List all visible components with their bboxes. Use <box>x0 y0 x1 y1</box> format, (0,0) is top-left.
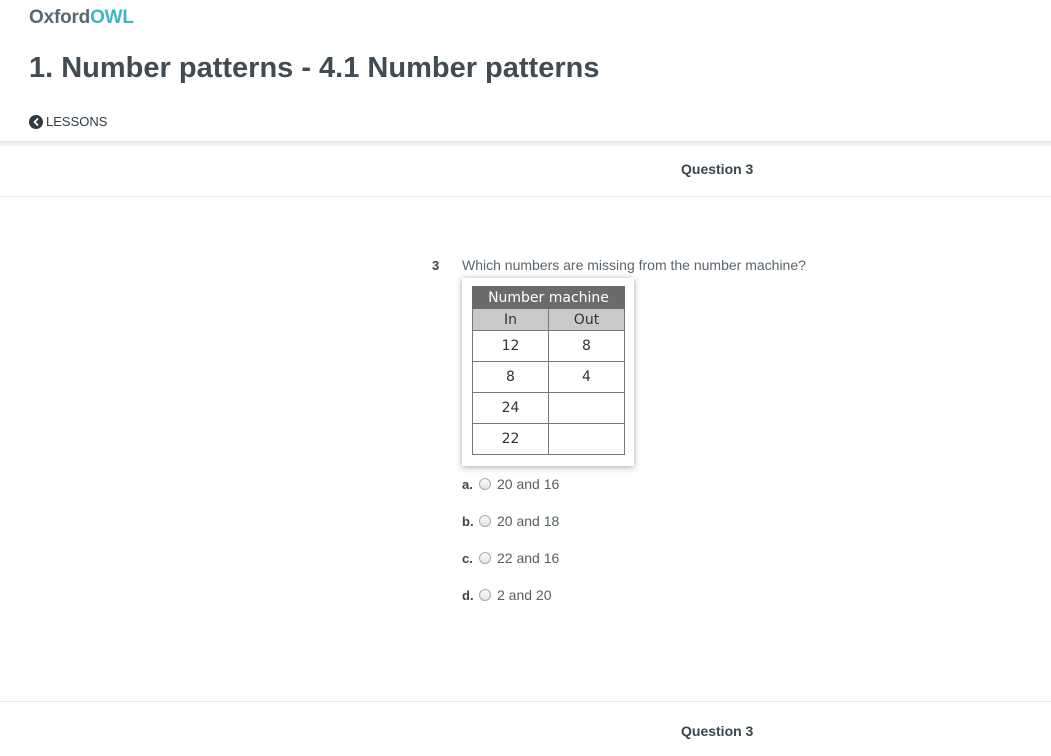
logo-owl-text: OWL <box>90 7 134 28</box>
answer-text: 20 and 16 <box>497 476 560 492</box>
answer-radio[interactable] <box>479 515 491 527</box>
question-bar-bottom <box>0 701 1051 756</box>
question-bar-label: Question 3 <box>681 161 754 177</box>
logo-oxford-text: Oxford <box>29 7 91 28</box>
table-cell-in: 8 <box>473 362 549 393</box>
oxford-owl-logo[interactable] <box>29 7 134 29</box>
number-machine-image <box>462 278 634 466</box>
answer-option-b[interactable] <box>462 512 559 530</box>
table-cell-out <box>549 393 625 424</box>
number-machine-caption: Number machine <box>473 287 625 309</box>
answer-letter: a. <box>462 476 473 492</box>
chevron-left-circle-icon <box>29 115 43 129</box>
table-row <box>473 331 625 362</box>
answer-text: 20 and 18 <box>497 513 560 529</box>
answer-radio[interactable] <box>479 478 491 490</box>
question-bar-label: Question 3 <box>681 723 754 739</box>
answer-letter: c. <box>462 550 473 566</box>
column-header-in: In <box>473 309 549 331</box>
header-divider <box>0 141 1051 146</box>
table-cell-in: 24 <box>473 393 549 424</box>
answer-option-d[interactable] <box>462 586 552 604</box>
number-machine-table <box>472 286 625 455</box>
table-row <box>473 362 625 393</box>
answer-radio[interactable] <box>479 589 491 601</box>
lessons-back-label: LESSONS <box>46 114 108 129</box>
answer-option-c[interactable] <box>462 549 559 567</box>
table-cell-out: 8 <box>549 331 625 362</box>
table-cell-out: 4 <box>549 362 625 393</box>
page-title: 1. Number patterns - 4.1 Number patterns <box>29 52 600 84</box>
table-row <box>473 393 625 424</box>
answer-radio[interactable] <box>479 552 491 564</box>
lessons-back-link[interactable] <box>29 114 107 129</box>
answer-text: 2 and 20 <box>497 587 552 603</box>
table-cell-out <box>549 424 625 455</box>
table-cell-in: 22 <box>473 424 549 455</box>
answer-text: 22 and 16 <box>497 550 560 566</box>
column-header-out: Out <box>549 309 625 331</box>
answer-letter: b. <box>462 513 474 529</box>
table-cell-in: 12 <box>473 331 549 362</box>
question-text: Which numbers are missing from the number machine? <box>462 257 806 273</box>
table-row <box>473 424 625 455</box>
answer-letter: d. <box>462 587 474 603</box>
question-number: 3 <box>432 258 440 273</box>
answer-option-a[interactable] <box>462 475 559 493</box>
question-bar-top <box>0 141 1051 197</box>
